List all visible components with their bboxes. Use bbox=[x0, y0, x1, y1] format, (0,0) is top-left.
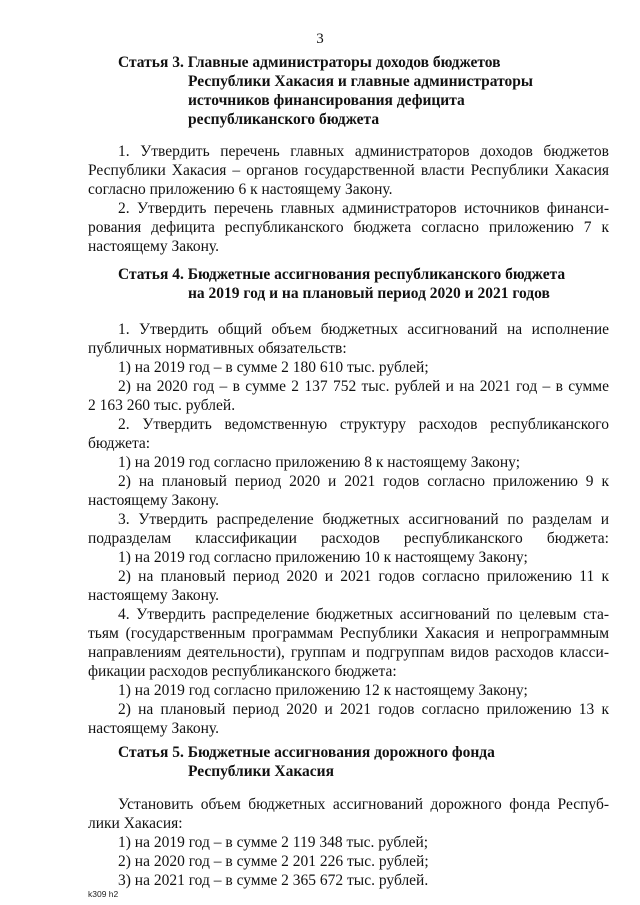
article-3-title-line: Республики Хакасия и главные администраторы bbox=[188, 73, 534, 90]
article-4-paragraph-line: 1. Утвердить общий объем бюджетных ассигнований на исполнение bbox=[118, 321, 609, 338]
article-4-title-line: Статья 4. Бюджетные ассигнования республиканского бюджета bbox=[118, 266, 566, 283]
article-4-paragraph-line: настоящему Закону. bbox=[88, 492, 219, 509]
article-5-paragraph-line: 2) на 2020 год – в сумме 2 201 226 тыс. рублей; bbox=[118, 853, 429, 870]
article-4-paragraph-line: направлениям деятельности), группам и подгруппам видов расходов класси- bbox=[88, 644, 609, 661]
article-4-paragraph-line: 1) на 2019 год согласно приложению 12 к настоящему Закону; bbox=[118, 682, 528, 699]
article-4-paragraph-line: 1) на 2019 год – в сумме 2 180 610 тыс. рублей; bbox=[118, 359, 429, 376]
article-3-title bbox=[118, 53, 533, 129]
article-3-paragraph-line: 2. Утвердить перечень главных администраторов источников финанси- bbox=[118, 200, 609, 217]
article-4-paragraph-line: фикации расходов республиканского бюджета: bbox=[88, 663, 397, 680]
article-5-title bbox=[118, 743, 495, 781]
article-4-paragraph-line: 3. Утвердить распределение бюджетных ассигнований по разделам и bbox=[118, 511, 609, 528]
article-3-paragraph-line: рования дефицита республиканского бюджета согласно приложению 7 к bbox=[88, 219, 609, 236]
article-4-paragraph-line: 2) на плановый период 2020 и 2021 годов согласно приложению 9 к bbox=[118, 473, 609, 490]
page-number: 3 bbox=[316, 31, 324, 47]
article-3-paragraph-line: согласно приложению 6 к настоящему Закону. bbox=[88, 181, 393, 198]
article-4-title-line: на 2019 год и на плановый период 2020 и 2021 годов bbox=[188, 285, 550, 302]
article-3-title-line: республиканского бюджета bbox=[188, 111, 380, 128]
footer-code: k309 h2 bbox=[88, 889, 119, 899]
article-4-paragraph-line: 2. Утвердить ведомственную структуру расходов республиканского bbox=[118, 416, 609, 433]
article-4-paragraph-line: подразделам классификации расходов республиканского бюджета: bbox=[88, 530, 609, 547]
article-4-paragraph-line: настоящему Закону. bbox=[88, 720, 219, 737]
article-4-paragraph-line: 1) на 2019 год согласно приложению 8 к настоящему Закону; bbox=[118, 454, 521, 471]
article-4-paragraph-line: 1) на 2019 год согласно приложению 10 к настоящему Закону; bbox=[118, 549, 528, 566]
article-5-title-line: Статья 5. Бюджетные ассигнования дорожного фонда bbox=[118, 744, 495, 761]
article-5-title-line: Республики Хакасия bbox=[188, 763, 335, 780]
article-4-paragraph-line: 4. Утвердить распределение бюджетных ассигнований по целевым ста- bbox=[118, 606, 609, 623]
article-5-paragraph-line: 3) на 2021 год – в сумме 2 365 672 тыс. рублей. bbox=[118, 872, 429, 889]
article-4-title bbox=[118, 265, 565, 303]
article-4-paragraph-line: настоящему Закону. bbox=[88, 587, 219, 604]
article-4-paragraph-line: бюджета: bbox=[88, 435, 151, 452]
article-4-paragraph-line: публичных нормативных обязательств: bbox=[88, 340, 347, 357]
article-3-paragraph-line: Республики Хакасия – органов государственной власти Республики Хакасия bbox=[88, 162, 609, 179]
article-5-paragraph-line: Установить объем бюджетных ассигнований дорожного фонда Респуб- bbox=[118, 796, 609, 813]
article-4-paragraph-line: 2 163 260 тыс. рублей. bbox=[88, 397, 236, 414]
article-4-paragraph-line: 2) на плановый период 2020 и 2021 годов согласно приложению 11 к bbox=[118, 568, 609, 585]
article-3-title-line: Статья 3. Главные администраторы доходов бюджетов bbox=[118, 54, 501, 71]
article-5-paragraph-line: 1) на 2019 год – в сумме 2 119 348 тыс. рублей; bbox=[118, 834, 429, 851]
article-3-paragraph-line: настоящему Закону. bbox=[88, 238, 219, 255]
article-4-paragraph-line: 2) на 2020 год – в сумме 2 137 752 тыс. рублей и на 2021 год – в сумме bbox=[118, 378, 609, 395]
article-3-title-line: источников финансирования дефицита bbox=[188, 92, 465, 109]
article-4-paragraph-line: 2) на плановый период 2020 и 2021 годов согласно приложению 13 к bbox=[118, 701, 609, 718]
article-3-paragraph-line: 1. Утвердить перечень главных администраторов доходов бюджетов bbox=[118, 143, 609, 160]
article-4-paragraph-line: тьям (государственным программам Республики Хакасия и непрограммным bbox=[88, 625, 609, 642]
article-5-paragraph-line: лики Хакасия: bbox=[88, 815, 183, 832]
